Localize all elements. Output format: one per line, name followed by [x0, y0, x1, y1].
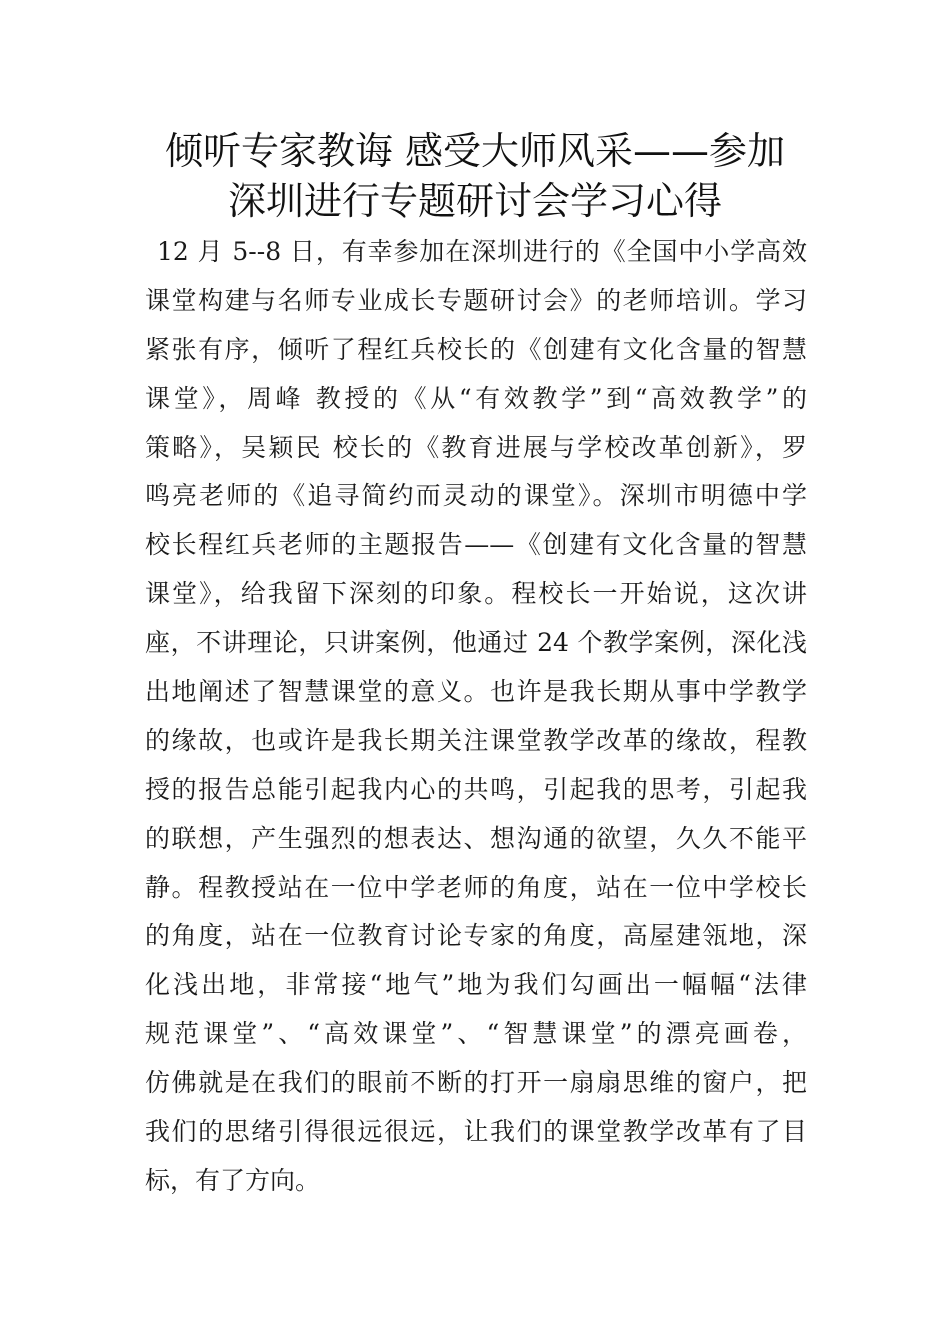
- body-text-line: 化浅出地，非常接“地气”地为我们勾画出一幅幅“法律: [145, 970, 807, 1000]
- body-text-line: 出地阐述了智慧课堂的意义。也许是我长期从事中学教学: [145, 677, 807, 707]
- body-text-line: 课堂》，给我留下深刻的印象。程校长一开始说，这次讲: [145, 579, 807, 609]
- body-text-line: 的联想，产生强烈的想表达、想沟通的欲望，久久不能平: [145, 823, 807, 853]
- body-text-line: 的缘故，也或许是我长期关注课堂教学改革的缘故，程教: [145, 725, 807, 755]
- document-body: [145, 228, 807, 1206]
- body-text-line: 12 月 5--8 日，有幸参加在深圳进行的《全国中小学高效: [157, 237, 807, 266]
- body-text-line: 鸣亮老师的《追寻简约而灵动的课堂》。深圳市明德中学: [145, 481, 807, 511]
- body-text-line: 校长程红兵老师的主题报告——《创建有文化含量的智慧: [145, 530, 807, 560]
- body-text-line: 的角度，站在一位教育讨论专家的角度，高屋建瓴地，深: [145, 921, 807, 951]
- body-text-line: 仿佛就是在我们的眼前不断的打开一扇扇思维的窗户，把: [145, 1068, 807, 1098]
- body-text-line: 课堂构建与名师专业成长专题研讨会》的老师培训。学习: [145, 285, 807, 315]
- body-text-line: 规范课堂”、“高效课堂”、“智慧课堂”的漂亮画卷，: [145, 1019, 807, 1049]
- body-text-line: 策略》，吴颖民 校长的《教育进展与学校改革创新》，罗: [145, 432, 807, 462]
- body-text-line: 课堂》，周峰 教授的《从“有效教学”到“高效教学”的: [145, 383, 807, 413]
- document-title: [110, 126, 840, 226]
- body-text-line: 标，有了方向。: [145, 1165, 321, 1195]
- body-text-line: 静。程教授站在一位中学老师的角度，站在一位中学校长: [145, 872, 807, 902]
- document-title-line: 倾听专家教诲 感受大师风采——参加: [164, 129, 786, 173]
- body-text-line: 座，不讲理论，只讲案例，他通过 24 个教学案例，深化浅: [145, 628, 807, 658]
- body-text-line: 授的报告总能引起我内心的共鸣，引起我的思考，引起我: [145, 774, 807, 804]
- body-text-line: 紧张有序，倾听了程红兵校长的《创建有文化含量的智慧: [145, 334, 807, 364]
- body-text-line: 我们的思绪引得很远很远，让我们的课堂教学改革有了目: [145, 1117, 807, 1147]
- document-title-line: 深圳进行专题研讨会学习心得: [227, 179, 722, 223]
